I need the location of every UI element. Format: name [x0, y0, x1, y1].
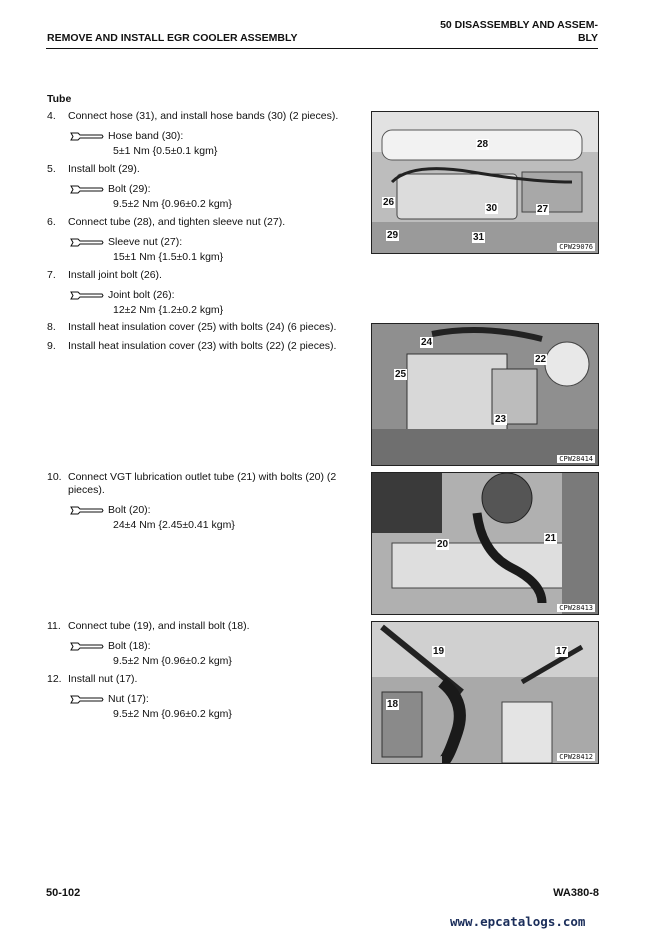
torque-wrench-icon: [70, 694, 104, 705]
step-text: Install heat insulation cover (25) with bolts (24) (6 pieces).: [68, 321, 337, 333]
step-number: 4.: [47, 110, 56, 122]
section-heading-line2: BLY: [577, 32, 598, 44]
callout-29: 29: [387, 230, 399, 241]
torque-wrench-icon: [70, 131, 104, 142]
step-6: [47, 216, 367, 230]
torque-label: Nut (17):: [108, 693, 149, 705]
torque-value: 15±1 Nm {1.5±0.1 kgm}: [113, 251, 224, 263]
watermark-link[interactable]: www.epcatalogs.com: [450, 914, 586, 929]
step-number: 7.: [47, 269, 56, 281]
callout-17: 17: [556, 646, 568, 657]
torque-wrench-icon: [70, 237, 104, 248]
section-heading-line1: 50 DISASSEMBLY AND ASSEM-: [440, 19, 598, 31]
step-number: 10.: [47, 471, 62, 483]
step-9: [47, 340, 367, 354]
figure-code: CPW28412: [559, 753, 593, 761]
callout-31: 31: [473, 232, 485, 243]
torque-value: 9.5±2 Nm {0.96±0.2 kgm}: [113, 198, 232, 210]
step-12: [47, 673, 367, 687]
torque-value: 9.5±2 Nm {0.96±0.2 kgm}: [113, 655, 232, 667]
callout-19: 19: [433, 646, 445, 657]
callout-22: 22: [535, 354, 547, 365]
callout-24: 24: [421, 337, 433, 348]
callout-26: 26: [383, 197, 395, 208]
chapter-title: REMOVE AND INSTALL EGR COOLER ASSEMBLY: [47, 32, 298, 44]
callout-30: 30: [486, 203, 498, 214]
figure-tube-and-nut: [371, 621, 599, 764]
torque-value: 9.5±2 Nm {0.96±0.2 kgm}: [113, 708, 232, 720]
figure-illustration: [372, 622, 598, 763]
torque-label: Bolt (29):: [108, 183, 151, 195]
page-number: 50-102: [46, 887, 81, 899]
step-number: 12.: [47, 673, 62, 685]
torque-label: Sleeve nut (27):: [108, 236, 183, 248]
callout-27: 27: [537, 204, 549, 215]
figure-egr-cooler-tube: [371, 111, 599, 254]
step-10: [47, 471, 367, 499]
header-divider: [46, 48, 598, 49]
figure-code: CPW29076: [559, 243, 593, 251]
step-text: Connect hose (31), and install hose bands (30) (2 pieces).: [68, 110, 339, 122]
torque-label: Bolt (18):: [108, 640, 151, 652]
torque-label: Bolt (20):: [108, 504, 151, 516]
torque-value: 12±2 Nm {1.2±0.2 kgm}: [113, 304, 224, 316]
step-text-continued: pieces).: [68, 484, 105, 496]
figure-heat-insulation-covers: [371, 323, 599, 466]
torque-wrench-icon: [70, 641, 104, 652]
step-text: Install heat insulation cover (23) with bolts (22) (2 pieces).: [68, 340, 337, 352]
torque-label: Joint bolt (26):: [108, 289, 175, 301]
step-text: Connect tube (19), and install bolt (18).: [68, 620, 250, 632]
step-4: [47, 110, 367, 124]
step-number: 5.: [47, 163, 56, 175]
step-text: Connect VGT lubrication outlet tube (21) with bolts (20) (2: [68, 471, 337, 483]
step-text: Install bolt (29).: [68, 163, 140, 175]
figure-code: CPW28413: [559, 604, 593, 612]
step-text: Connect tube (28), and tighten sleeve nut (27).: [68, 216, 286, 228]
torque-wrench-icon: [70, 505, 104, 516]
callout-25: 25: [395, 369, 407, 380]
callout-21: 21: [545, 533, 557, 544]
torque-label: Hose band (30):: [108, 130, 184, 142]
torque-value: 24±4 Nm {2.45±0.41 kgm}: [113, 519, 235, 531]
step-number: 6.: [47, 216, 56, 228]
step-number: 11.: [47, 620, 61, 632]
torque-wrench-icon: [70, 184, 104, 195]
step-7: [47, 269, 367, 283]
step-5: [47, 163, 367, 177]
callout-28: 28: [477, 139, 489, 150]
step-text: Install joint bolt (26).: [68, 269, 162, 281]
step-number: 8.: [47, 321, 56, 333]
model-name: WA380-8: [553, 887, 599, 899]
callout-18: 18: [387, 699, 399, 710]
figure-code: CPW28414: [559, 455, 593, 463]
torque-wrench-icon: [70, 290, 104, 301]
step-11: [47, 620, 367, 634]
step-text: Install nut (17).: [68, 673, 138, 685]
step-8: [47, 321, 367, 335]
figure-illustration: [372, 473, 598, 614]
callout-20: 20: [437, 539, 449, 550]
figure-vgt-lubrication-tube: [371, 472, 599, 615]
step-number: 9.: [47, 340, 56, 352]
figure-illustration: [372, 324, 598, 465]
callout-23: 23: [495, 414, 507, 425]
section-title: Tube: [47, 93, 72, 105]
torque-value: 5±1 Nm {0.5±0.1 kgm}: [113, 145, 218, 157]
